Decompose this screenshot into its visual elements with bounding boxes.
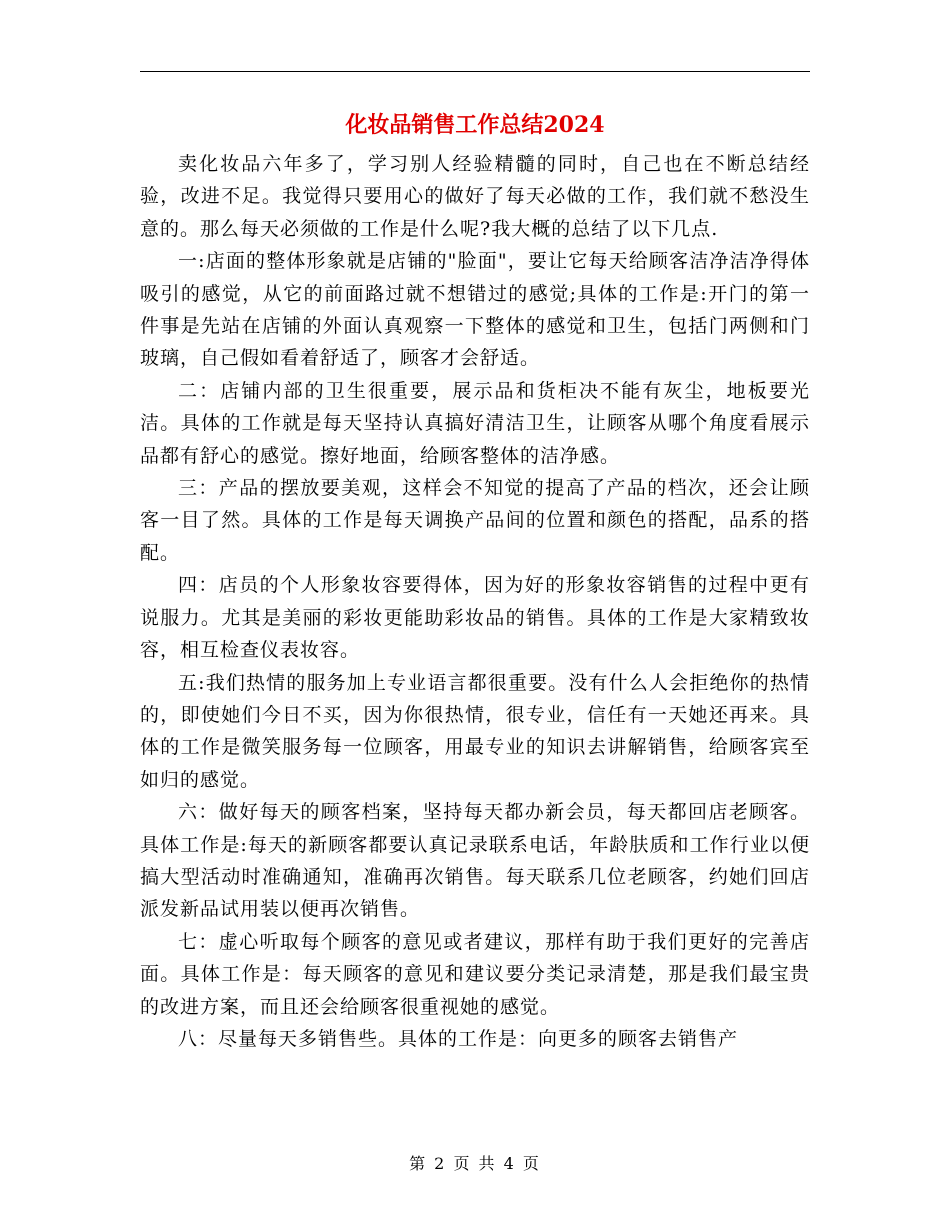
paragraph-intro: 卖化妆品六年多了，学习别人经验精髓的同时，自己也在不断总结经验，改进不足。我觉得只要用心的做好了每天必做的工作，我们就不愁没生意的。那么每天必须做的工作是什么呢?我大概的总结了以下几点. (140, 153, 810, 240)
paragraph-point-1: 一:店面的整体形象就是店铺的"脸面"，要让它每天给顾客洁净洁净得体吸引的感觉，从它的前面路过就不想错过的感觉;具体的工作是:开门的第一件事是先站在店铺的外面认真观察一下整体的感觉和卫生，包括门两侧和门玻璃，自己假如看着舒适了，顾客才会舒适。 (140, 250, 810, 370)
header-rule (140, 71, 810, 72)
document-body (140, 148, 810, 1055)
paragraph-point-5: 五:我们热情的服务加上专业语言都很重要。没有什么人会拒绝你的热情的，即使她们今日不买，因为你很热情，很专业，信任有一天她还再来。具体的工作是微笑服务每一位顾客，用最专业的知识去讲解销售，给顾客宾至如归的感觉。 (140, 671, 810, 791)
paragraph-point-2: 二：店铺内部的卫生很重要，展示品和货柜决不能有灰尘，地板要光洁。具体的工作就是每天坚持认真搞好清洁卫生，让顾客从哪个角度看展示品都有舒心的感觉。擦好地面，给顾客整体的洁净感。 (140, 379, 810, 467)
page-footer: 第 2 页 共 4 页 (409, 1154, 541, 1173)
paragraph-point-6: 六：做好每天的顾客档案，坚持每天都办新会员，每天都回店老顾客。具体工作是:每天的新顾客都要认真记录联系电话，年龄肤质和工作行业以便搞大型活动时准确通知，准确再次销售。每天联系几位老顾客，约她们回店派发新品试用装以便再次销售。 (140, 801, 810, 921)
paragraph-point-3: 三：产品的摆放要美观，这样会不知觉的提高了产品的档次，还会让顾客一目了然。具体的工作是每天调换产品间的位置和颜色的搭配，品系的搭配。 (140, 477, 810, 564)
paragraph-point-4: 四：店员的个人形象妆容要得体，因为好的形象妆容销售的过程中更有说服力。尤其是美丽的彩妆更能助彩妆品的销售。具体的工作是大家精致妆容，相互检查仪表妆容。 (140, 574, 810, 662)
paragraph-point-7: 七：虚心听取每个顾客的意见或者建议，那样有助于我们更好的完善店面。具体工作是：每天顾客的意见和建议要分类记录清楚，那是我们最宝贵的改进方案，而且还会给顾客很重视她的感觉。 (140, 930, 810, 1018)
document-title: 化妆品销售工作总结2024 (345, 112, 605, 138)
paragraph-point-8: 八：尽量每天多销售些。具体的工作是：向更多的顾客去销售产 (178, 1027, 739, 1050)
